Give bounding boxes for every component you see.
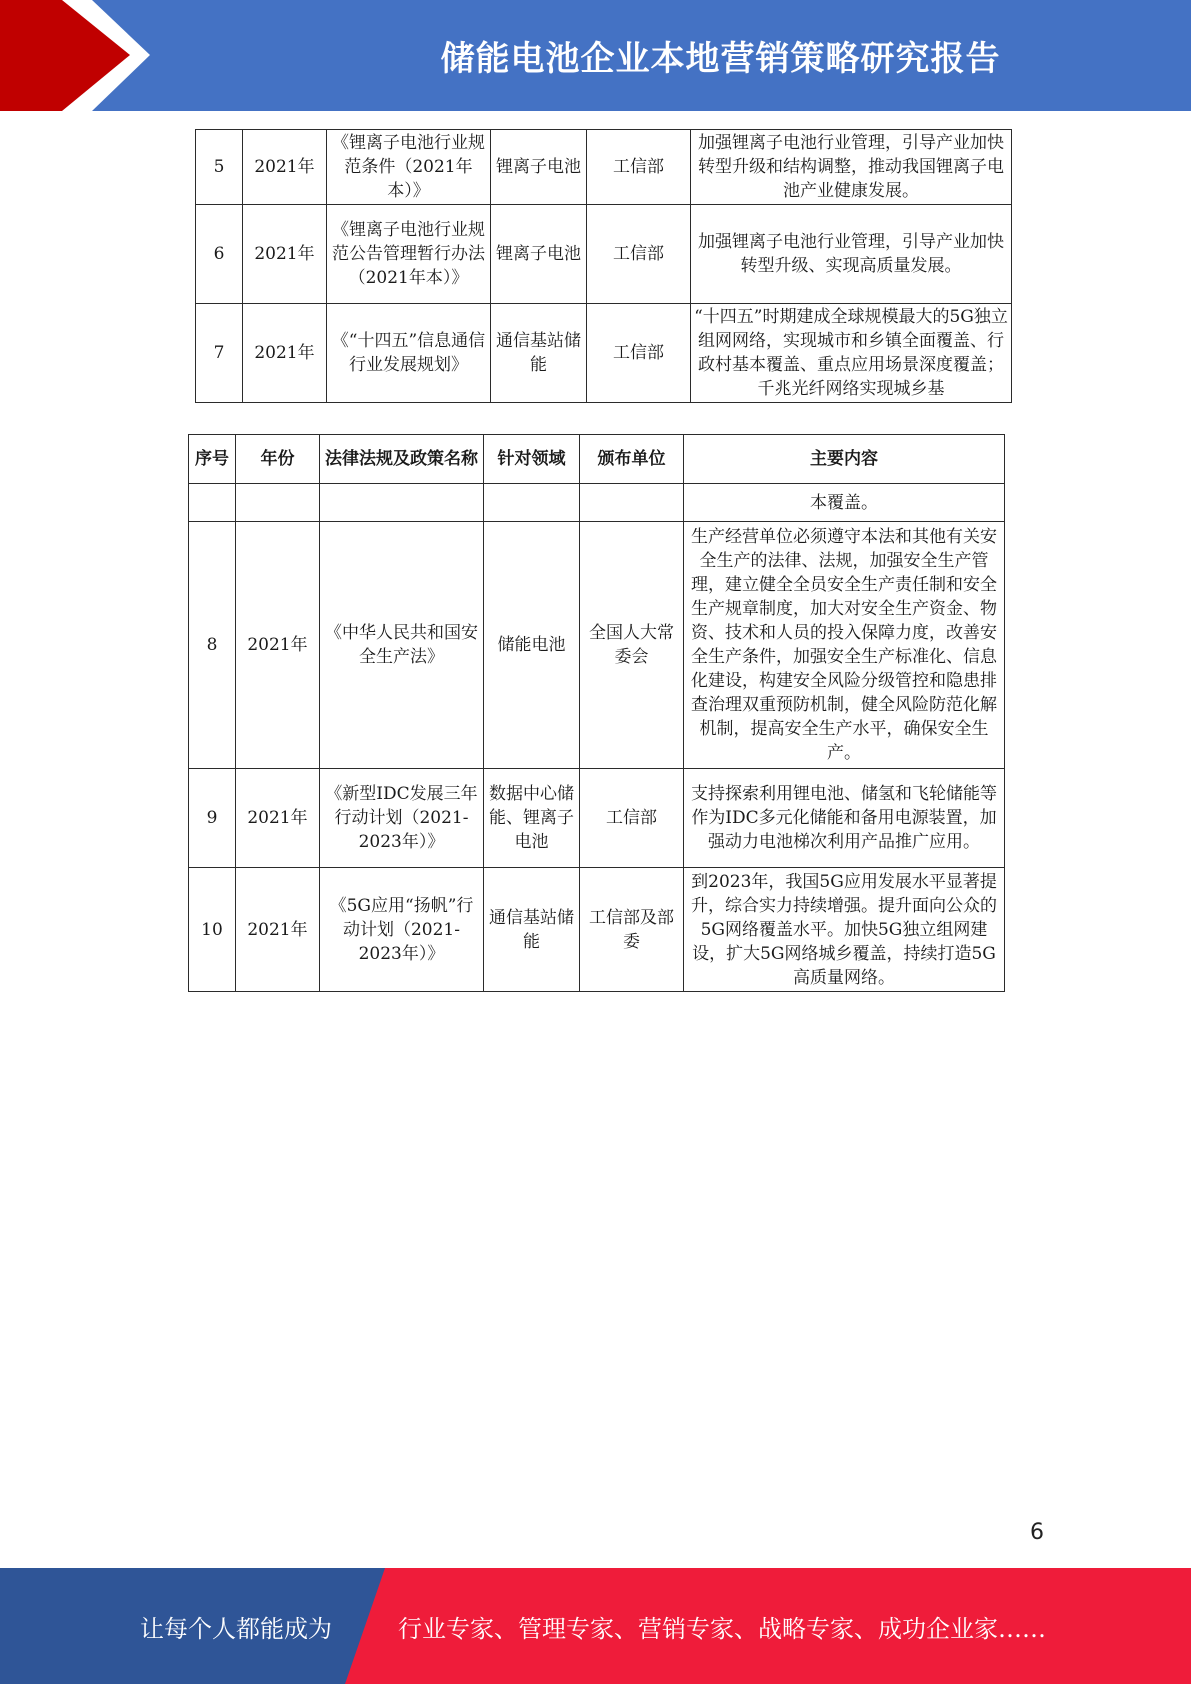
cell-name: 《新型IDC发展三年行动计划（2021-2023年）》	[320, 769, 484, 868]
cell-issuer: 工信部及部委	[580, 868, 684, 992]
policy-table-continued	[195, 129, 1012, 403]
cell-issuer	[580, 484, 684, 522]
cell-year: 2021年	[243, 130, 327, 205]
header-field: 针对领域	[484, 435, 580, 484]
cell-content: 到2023年，我国5G应用发展水平显著提升，综合实力持续增强。提升面向公众的5G网络覆盖水平。加快5G独立组网建设，扩大5G网络城乡覆盖，持续打造5G高质量网络。	[684, 868, 1005, 992]
header-year: 年份	[236, 435, 320, 484]
cell-year: 2021年	[236, 868, 320, 992]
cell-issuer: 工信部	[587, 130, 691, 205]
cell-no: 7	[196, 304, 243, 403]
cell-field: 储能电池	[484, 522, 580, 769]
cell-no	[189, 484, 236, 522]
cell-field: 通信基站储能	[491, 304, 587, 403]
cell-name: 《锂离子电池行业规范公告管理暂行办法（2021年本）》	[327, 205, 491, 304]
cell-content: 本覆盖。	[684, 484, 1005, 522]
policy-table	[188, 434, 1005, 992]
cell-year: 2021年	[243, 304, 327, 403]
table-row	[196, 304, 1012, 403]
cell-no: 9	[189, 769, 236, 868]
cell-name: 《5G应用“扬帆”行动计划（2021-2023年）》	[320, 868, 484, 992]
page-number: 6	[1030, 1520, 1044, 1545]
cell-year	[236, 484, 320, 522]
cell-content: 生产经营单位必须遵守本法和其他有关安全生产的法律、法规，加强安全生产管理，建立健全全员安全生产责任制和安全生产规章制度，加大对安全生产资金、物资、技术和人员的投入保障力度，改善安全生产条件，加强安全生产标准化、信息化建设，构建安全风险分级管控和隐患排查治理双重预防机制，健全风险防范化解机制，提高安全生产水平，确保安全生产。	[684, 522, 1005, 769]
header-no: 序号	[189, 435, 236, 484]
page-title: 储能电池企业本地营销策略研究报告	[440, 39, 1001, 79]
cell-content: “十四五”时期建成全球规模最大的5G独立组网网络，实现城市和乡镇全面覆盖、行政村基本覆盖、重点应用场景深度覆盖；千兆光纤网络实现城乡基	[691, 304, 1012, 403]
cell-no: 5	[196, 130, 243, 205]
footer-slogan-right: 行业专家、管理专家、营销专家、战略专家、成功企业家……	[398, 1614, 1046, 1643]
cell-no: 8	[189, 522, 236, 769]
header-content: 主要内容	[684, 435, 1005, 484]
table-row	[196, 130, 1012, 205]
table-row	[196, 205, 1012, 304]
cell-year: 2021年	[236, 769, 320, 868]
cell-name: 《中华人民共和国安全生产法》	[320, 522, 484, 769]
cell-name: 《锂离子电池行业规范条件（2021年本）》	[327, 130, 491, 205]
table-row	[189, 868, 1005, 992]
cell-content: 加强锂离子电池行业管理，引导产业加快转型升级和结构调整，推动我国锂离子电池产业健康发展。	[691, 130, 1012, 205]
cell-no: 6	[196, 205, 243, 304]
cell-field: 数据中心储能、锂离子电池	[484, 769, 580, 868]
cell-year: 2021年	[236, 522, 320, 769]
cell-field: 锂离子电池	[491, 130, 587, 205]
header-name: 法律法规及政策名称	[320, 435, 484, 484]
cell-year: 2021年	[243, 205, 327, 304]
cell-issuer: 全国人大常委会	[580, 522, 684, 769]
page-header	[0, 0, 1191, 111]
page-footer	[0, 1568, 1191, 1684]
cell-field	[484, 484, 580, 522]
cell-content: 支持探索利用锂电池、储氢和飞轮储能等作为IDC多元化储能和备用电源装置，加强动力电池梯次利用产品推广应用。	[684, 769, 1005, 868]
cell-field: 锂离子电池	[491, 205, 587, 304]
footer-slogan-left: 让每个人都能成为	[140, 1614, 332, 1643]
cell-name: 《“十四五”信息通信行业发展规划》	[327, 304, 491, 403]
cell-issuer: 工信部	[587, 304, 691, 403]
header-chevron-decoration	[0, 0, 260, 111]
table-row	[189, 769, 1005, 868]
cell-name	[320, 484, 484, 522]
header-issuer: 颁布单位	[580, 435, 684, 484]
cell-content: 加强锂离子电池行业管理，引导产业加快转型升级、实现高质量发展。	[691, 205, 1012, 304]
cell-issuer: 工信部	[580, 769, 684, 868]
table-row	[189, 522, 1005, 769]
cell-issuer: 工信部	[587, 205, 691, 304]
table-row	[189, 484, 1005, 522]
table-header-row	[189, 435, 1005, 484]
cell-no: 10	[189, 868, 236, 992]
cell-field: 通信基站储能	[484, 868, 580, 992]
